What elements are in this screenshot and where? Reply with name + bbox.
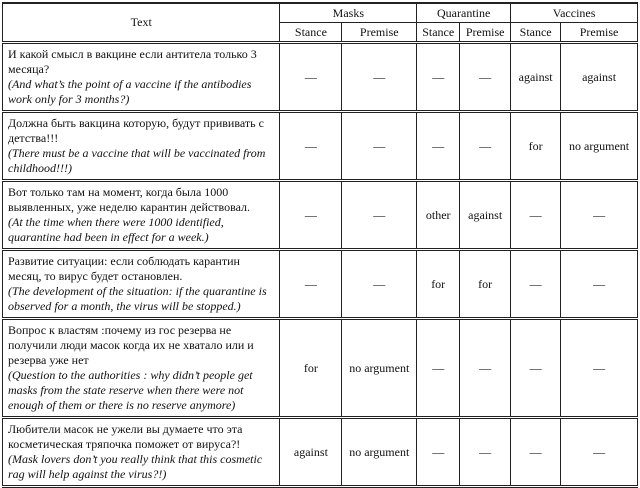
vaccines-stance: —: [511, 319, 561, 418]
quarantine-premise: for: [460, 250, 511, 319]
table-row: [3, 319, 638, 418]
text-cell: [3, 319, 280, 418]
table-row: [3, 112, 638, 181]
russian-text: Вот только там на момент, когда была 1000 выявленных, уже неделю карантин действовал.: [8, 185, 250, 214]
vaccines-premise: against: [561, 43, 638, 112]
vaccines-stance: —: [511, 181, 561, 250]
masks-stance: —: [280, 181, 342, 250]
table-row: [3, 43, 638, 112]
english-translation: (There must be a vaccine that will be vaccinated from childhood!!!): [8, 146, 266, 175]
header-text: Text: [3, 3, 280, 43]
header-masks: Masks: [280, 3, 417, 23]
masks-premise: —: [342, 250, 417, 319]
english-translation: (At the time when there were 1000 identified, quarantine had been in effect for a week.): [8, 215, 224, 244]
quarantine-stance: —: [417, 319, 460, 418]
text-cell: [3, 418, 280, 487]
english-translation: (The development of the situation: if the quarantine is observed for a month, the virus will be stopped.): [8, 284, 267, 313]
masks-stance: —: [280, 43, 342, 112]
english-translation: (And what’s the point of a vaccine if the antibodies work only for 3 months?): [8, 77, 252, 106]
header-row-groups: [3, 3, 638, 23]
russian-text: Вопрос к властям :почему из гос резерва не получили люди масок когда их не хватало или и резерва уже нет: [8, 323, 254, 367]
vaccines-stance: —: [511, 418, 561, 487]
vaccines-premise: no argument: [561, 112, 638, 181]
masks-stance: —: [280, 250, 342, 319]
masks-stance: against: [280, 418, 342, 487]
header-quarantine: Quarantine: [417, 3, 511, 23]
masks-stance: for: [280, 319, 342, 418]
header-masks-premise: Premise: [342, 23, 417, 43]
masks-premise: —: [342, 181, 417, 250]
quarantine-premise: —: [460, 418, 511, 487]
header-vaccines-premise: Premise: [561, 23, 638, 43]
text-cell: [3, 112, 280, 181]
russian-text: И какой смысл в вакцине если антитела только 3 месяца?: [8, 47, 257, 76]
quarantine-premise: —: [460, 319, 511, 418]
table-row: [3, 418, 638, 487]
vaccines-stance: for: [511, 112, 561, 181]
quarantine-premise: —: [460, 112, 511, 181]
vaccines-stance: against: [511, 43, 561, 112]
quarantine-stance: —: [417, 112, 460, 181]
english-translation: (Mask lovers don’t you really think that this cosmetic rag will help against the virus?!): [8, 452, 263, 481]
vaccines-stance: —: [511, 250, 561, 319]
masks-premise: —: [342, 43, 417, 112]
vaccines-premise: —: [561, 250, 638, 319]
text-cell: [3, 250, 280, 319]
header-quarantine-stance: Stance: [417, 23, 460, 43]
masks-premise: —: [342, 112, 417, 181]
english-translation: (Question to the authorities : why didn’t people get masks from the state reserve when there were not enough of them or there is no reserve anymore): [8, 368, 253, 412]
quarantine-premise: against: [460, 181, 511, 250]
russian-text: Должна быть вакцина которую, будут прививать с детства!!!: [8, 116, 264, 145]
table-row: [3, 181, 638, 250]
masks-premise: no argument: [342, 418, 417, 487]
vaccines-premise: —: [561, 418, 638, 487]
russian-text: Развитие ситуации: если соблюдать карантин месяц, то вирус будет остановлен.: [8, 254, 240, 283]
vaccines-premise: —: [561, 319, 638, 418]
russian-text: Любители масок не ужели вы думаете что эта косметическая тряпочка поможет от вируса?!: [8, 422, 243, 451]
header-vaccines-stance: Stance: [511, 23, 561, 43]
results-table: [2, 2, 638, 488]
vaccines-premise: —: [561, 181, 638, 250]
table-row: [3, 250, 638, 319]
quarantine-stance: for: [417, 250, 460, 319]
masks-premise: no argument: [342, 319, 417, 418]
quarantine-premise: —: [460, 43, 511, 112]
header-masks-stance: Stance: [280, 23, 342, 43]
text-cell: [3, 181, 280, 250]
quarantine-stance: —: [417, 43, 460, 112]
quarantine-stance: other: [417, 181, 460, 250]
header-quarantine-premise: Premise: [460, 23, 511, 43]
quarantine-stance: —: [417, 418, 460, 487]
masks-stance: —: [280, 112, 342, 181]
text-cell: [3, 43, 280, 112]
header-vaccines: Vaccines: [511, 3, 638, 23]
